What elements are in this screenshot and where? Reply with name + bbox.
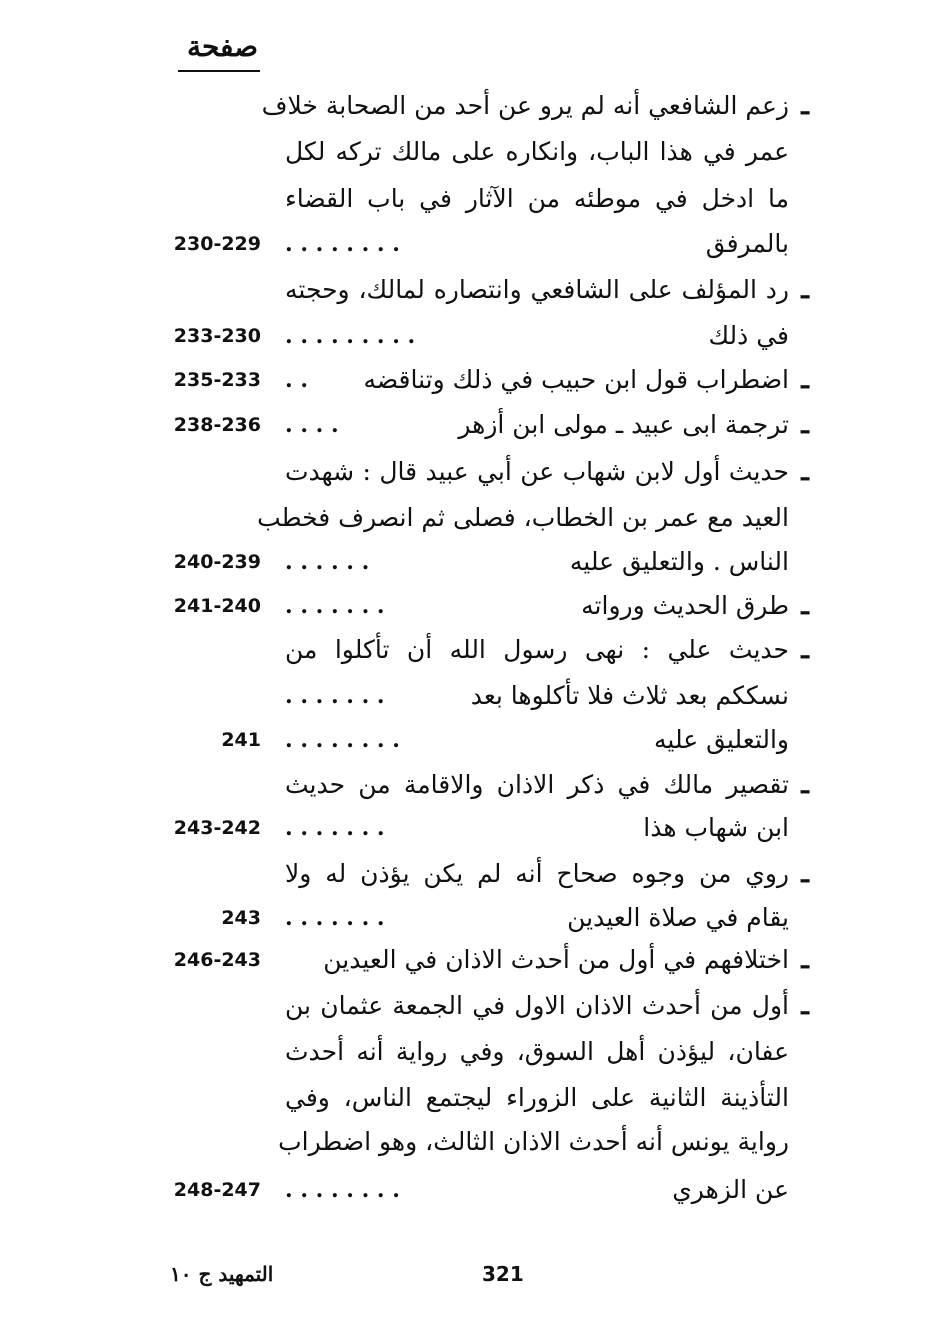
index-line [0,177,939,221]
book-volume-title: التمهيد ج ١٠ [170,1262,274,1286]
entry-text: في ذلك [708,321,789,350]
leader-dots: . . . . . . . [285,593,385,619]
index-line [0,584,939,628]
entry-page-range: 248-247 [173,1179,261,1201]
index-line [0,540,939,584]
entry-text: روي من وجوه صحاح أنه لم يكن يؤذن له ولا [285,859,790,888]
entry-text: التأذينة الثانية على الزوراء ليجتمع الناس، وفي [285,1083,789,1112]
entry-text: طرق الحديث ورواته [581,591,789,620]
entry-page-range: 246-243 [173,949,261,971]
index-line [0,403,939,447]
index-line [0,314,939,358]
entry-text: ما ادخل في موطئه من الآثار في باب القضاء [285,184,789,213]
entry-page-range: 243 [221,907,261,929]
index-line [0,674,939,718]
index-line [0,84,939,128]
entry-page-range: 241 [221,729,261,751]
index-line [0,130,939,174]
leader-dots: . . . . . . . . [285,231,400,257]
index-line [0,268,939,312]
entry-text: حديث أول لابن شهاب عن أبي عبيد قال : شهدت [285,457,789,486]
entry-dash: ـ [801,635,809,665]
entry-text: ترجمة ابى عبيد ـ مولى ابن أزهر [458,410,789,439]
index-line [0,358,939,402]
index-line [0,1120,939,1164]
leader-dots: . . . . . . . . . [285,323,416,349]
page-header [178,30,258,80]
entry-text: رواية يونس أنه أحدث الاذان الثالث، وهو اضطراب [278,1127,789,1156]
entry-dash: ـ [801,365,809,395]
entry-text: أول من أحدث الاذان الاول في الجمعة عثمان بن [285,991,789,1020]
index-line [0,984,939,1028]
entry-text: عن الزهري [672,1175,789,1204]
header-underline [178,70,260,72]
entry-dash: ـ [801,591,809,621]
index-line [0,852,939,896]
entry-page-range: 240-239 [173,551,261,573]
page-number: 321 [482,1262,524,1286]
page-column-title: صفحة [186,30,258,63]
entry-page-range: 235-233 [173,369,261,391]
entry-text: تقصير مالك في ذكر الاذان والاقامة من حديث [285,770,789,799]
index-line [0,450,939,494]
leader-dots: . . . . [285,412,339,438]
entry-page-range: 233-230 [173,325,261,347]
entry-text: العيد مع عمر بن الخطاب، فصلى ثم انصرف فخطب [257,503,789,532]
entry-page-range: 238-236 [173,414,261,436]
entry-page-range: 241-240 [173,595,261,617]
index-line [0,628,939,672]
index-line [0,718,939,762]
index-line [0,222,939,266]
entry-text: ابن شهاب هذا [643,813,789,842]
entry-text: حديث علي : نهى رسول الله أن تأكلوا من [285,635,789,664]
leader-dots: . . . . . . . [285,905,385,931]
entry-dash: ـ [801,457,809,487]
entry-dash: ـ [801,945,809,975]
index-line [0,1030,939,1074]
leader-dots: . . . . . . . [285,683,385,709]
entry-text: عفان، ليؤذن أهل السوق، وفي رواية أنه أحدث [285,1037,789,1066]
entry-text: عمر في هذا الباب، وانكاره على مالك تركه لكل [285,137,789,166]
entry-dash: ـ [801,770,809,800]
entry-text: يقام في صلاة العيدين [567,903,789,932]
entry-dash: ـ [801,410,809,440]
entry-dash: ـ [801,91,809,121]
index-line [0,763,939,807]
leader-dots: . . . . . . . [285,815,385,841]
entry-text: نسككم بعد ثلاث فلا تأكلوها بعد [470,681,789,710]
entry-dash: ـ [801,275,809,305]
entry-text: الناس . والتعليق عليه [569,547,789,576]
index-line [0,1076,939,1120]
entry-dash: ـ [801,859,809,889]
index-line [0,806,939,850]
entry-text: زعم الشافعي أنه لم يرو عن أحد من الصحابة خلاف [261,91,789,120]
entry-text: اضطراب قول ابن حبيب في ذلك وتناقضه [363,365,789,394]
index-line [0,938,939,982]
index-line [0,896,939,940]
index-line [0,496,939,540]
index-line [0,1168,939,1212]
entry-page-range: 230-229 [173,233,261,255]
entry-text: اختلافهم في أول من أحدث الاذان في العيدين [323,945,789,974]
entry-dash: ـ [801,991,809,1021]
entry-text: بالمرفق [705,229,789,258]
entry-text: رد المؤلف على الشافعي وانتصاره لمالك، وحجته [285,275,789,304]
leader-dots: . . . . . . [285,549,370,575]
entry-page-range: 243-242 [173,817,261,839]
leader-dots: . . [285,367,308,393]
leader-dots: . . . . . . . . [285,727,400,753]
leader-dots: . . . . . . . . [285,1177,400,1203]
entry-text: والتعليق عليه [654,725,789,754]
